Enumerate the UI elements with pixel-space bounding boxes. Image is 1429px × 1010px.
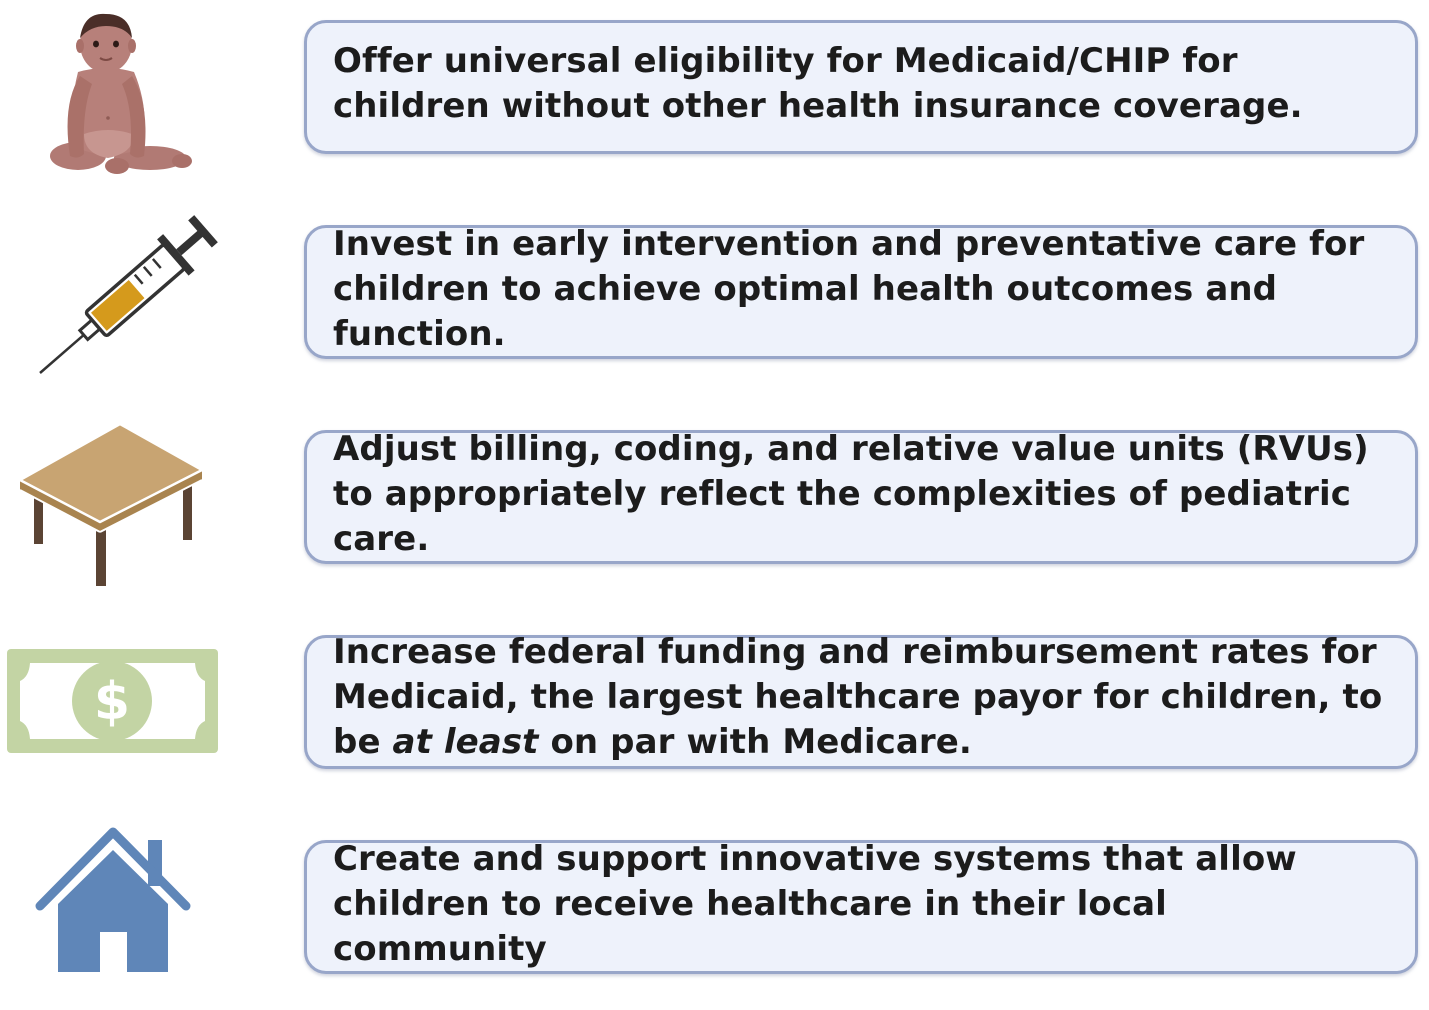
- recommendation-row-5: [0, 840, 1429, 980]
- recommendation-row-1: [0, 20, 1429, 160]
- recommendation-box: [304, 631, 1418, 769]
- recommendation-row-3: [0, 430, 1429, 570]
- recommendation-text: Create and support innovative systems that allow children to receive healthcare in their local community: [333, 838, 1297, 969]
- recommendation-text: [333, 630, 1391, 765]
- recommendation-text: Adjust billing, coding, and relative value units (RVUs) to appropriately reflect the complexities of pediatric care.: [333, 428, 1369, 559]
- house-icon: [0, 820, 230, 1010]
- recommendation-row-4: [0, 631, 1429, 775]
- recommendation-box: [304, 20, 1418, 154]
- recommendation-text-part: on par with Medicare.: [538, 721, 972, 762]
- recommendation-text-part: Increase federal funding and reimbursement rates for Medicaid, the largest healthcare payor for children, to be: [333, 631, 1383, 762]
- svg-text:$: $: [93, 672, 131, 732]
- recommendation-text: Offer universal eligibility for Medicaid/CHIP for children without other health insurance coverage.: [333, 41, 1303, 126]
- dollar-bill-icon: [0, 633, 230, 823]
- syringe-icon: [0, 205, 230, 395]
- emphasis-text: at least: [392, 721, 539, 762]
- recommendation-text: Invest in early intervention and preventative care for children to achieve optimal health outcomes and function.: [333, 223, 1365, 354]
- recommendation-row-2: [0, 225, 1429, 365]
- table-icon: [0, 418, 230, 608]
- recommendation-box: [304, 430, 1418, 564]
- recommendation-box: [304, 840, 1418, 974]
- recommendation-box: [304, 225, 1418, 359]
- baby-icon: [0, 6, 230, 196]
